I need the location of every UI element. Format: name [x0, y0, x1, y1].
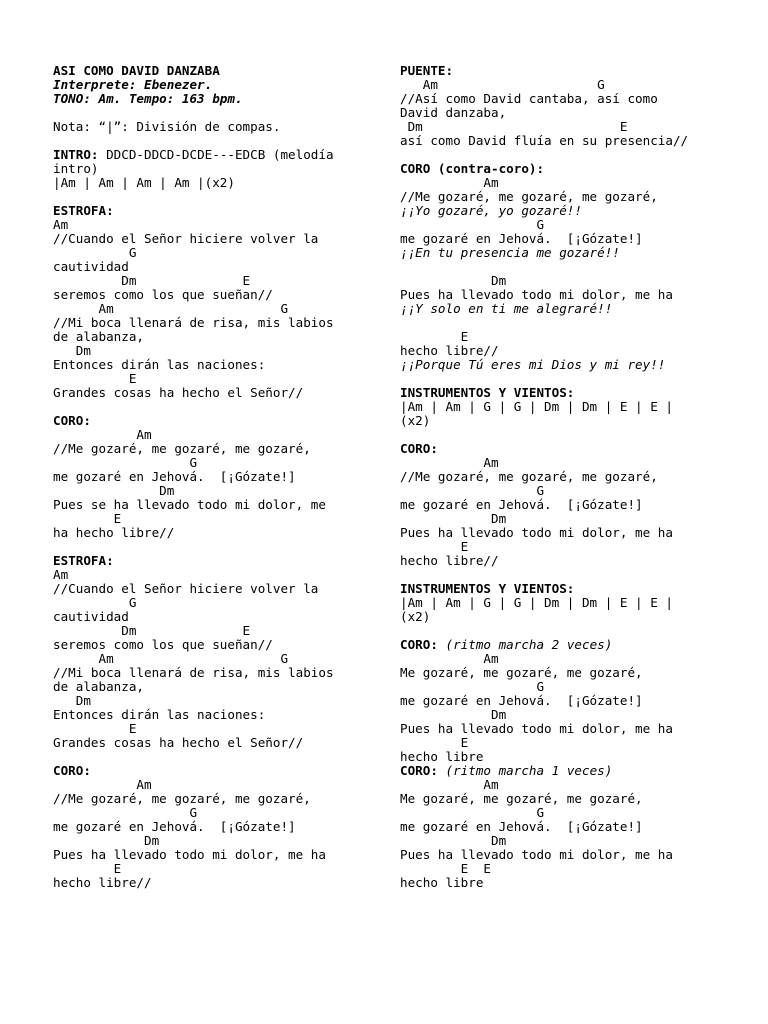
- chord-line: Dm: [53, 693, 91, 708]
- lyric-line: //Así como David cantaba, así como: [400, 91, 658, 106]
- section-heading: CORO:: [400, 441, 438, 456]
- lyric-line: cautividad: [53, 259, 129, 274]
- chord-line: Dm E: [400, 119, 628, 134]
- blank-line: [53, 106, 393, 120]
- lyric-line: hecho libre: [400, 875, 484, 890]
- chord-line: Dm: [400, 707, 507, 722]
- lyric-line: |Am | Am | G | G | Dm | Dm | E | E |: [400, 595, 673, 610]
- lyric-line: me gozaré en Jehová. [¡Gózate!]: [53, 819, 296, 834]
- chord-line: E: [53, 371, 137, 386]
- section-heading: CORO: (ritmo marcha 1 veces): [400, 763, 613, 778]
- lyric-line: Nota: “|”: División de compas.: [53, 119, 281, 134]
- chord-line: Am: [53, 217, 69, 232]
- blank-line: [400, 624, 730, 638]
- lyric-line: Pues ha llevado todo mi dolor, me ha: [400, 287, 673, 302]
- chord-line: G: [400, 217, 545, 232]
- chord-line: G: [53, 595, 137, 610]
- lyric-line: //Mi boca llenará de risa, mis labios: [53, 315, 334, 330]
- lyric-line: //Mi boca llenará de risa, mis labios: [53, 665, 334, 680]
- chord-line: Am: [400, 175, 499, 190]
- chord-line: E E: [400, 861, 491, 876]
- lyric-line: Grandes cosas ha hecho el Señor//: [53, 385, 304, 400]
- song-info: TONO: Am. Tempo: 163 bpm.: [53, 91, 243, 106]
- lyric-line: Pues se ha llevado todo mi dolor, me: [53, 497, 326, 512]
- counter-chorus-line: ¡¡Porque Tú eres mi Dios y mi rey!!: [400, 357, 666, 372]
- lyric-line: Pues ha llevado todo mi dolor, me ha: [53, 847, 326, 862]
- chord-line: Dm E: [53, 623, 251, 638]
- lyric-line: //Me gozaré, me gozaré, me gozaré,: [400, 469, 658, 484]
- lyric-line: Pues ha llevado todo mi dolor, me ha: [400, 721, 673, 736]
- counter-chorus-line: ¡¡Y solo en ti me alegraré!!: [400, 301, 613, 316]
- lyric-line: //Cuando el Señor hiciere volver la: [53, 231, 319, 246]
- chord-line: Dm: [53, 343, 91, 358]
- chord-line: Am: [400, 651, 499, 666]
- blank-line: [53, 750, 393, 764]
- lyric-line: //Cuando el Señor hiciere volver la: [53, 581, 319, 596]
- lyric-line: me gozaré en Jehová. [¡Gózate!]: [400, 231, 643, 246]
- lyric-line: //Me gozaré, me gozaré, me gozaré,: [53, 791, 311, 806]
- chord-line: Dm: [400, 511, 507, 526]
- chord-line: G: [53, 455, 198, 470]
- chord-line: E: [400, 539, 469, 554]
- lyric-line: de alabanza,: [53, 679, 144, 694]
- section-heading: INTRO: DDCD-DDCD-DCDE---EDCB (melodía: [53, 147, 334, 162]
- chord-line: Dm: [53, 833, 160, 848]
- chord-line: Am: [53, 777, 152, 792]
- chord-line: Dm: [400, 833, 507, 848]
- lyric-line: seremos como los que sueñan//: [53, 287, 273, 302]
- blank-line: [53, 190, 393, 204]
- chord-line: Am G: [400, 77, 605, 92]
- chord-line: G: [400, 679, 545, 694]
- chord-line: E: [400, 735, 469, 750]
- lyric-line: Grandes cosas ha hecho el Señor//: [53, 735, 304, 750]
- lyric-line: Me gozaré, me gozaré, me gozaré,: [400, 791, 643, 806]
- lyric-line: David danzaba,: [400, 105, 507, 120]
- section-heading: ASI COMO DAVID DANZABA: [53, 63, 220, 78]
- section-heading: PUENTE:: [400, 63, 454, 78]
- lyric-line: Me gozaré, me gozaré, me gozaré,: [400, 665, 643, 680]
- lyric-line: así como David fluía en su presencia//: [400, 133, 689, 148]
- section-heading: ESTROFA:: [53, 553, 114, 568]
- blank-line: [400, 148, 730, 162]
- lyric-line: hecho libre//: [53, 875, 152, 890]
- lyric-line: |Am | Am | G | G | Dm | Dm | E | E |: [400, 399, 673, 414]
- section-heading: ESTROFA:: [53, 203, 114, 218]
- chord-line: Am G: [53, 651, 289, 666]
- section-heading: INSTRUMENTOS Y VIENTOS:: [400, 385, 575, 400]
- lyric-line: hecho libre//: [400, 553, 499, 568]
- chord-line: Am G: [53, 301, 289, 316]
- counter-chorus-line: ¡¡En tu presencia me gozaré!!: [400, 245, 620, 260]
- blank-line: [53, 540, 393, 554]
- lyric-line: hecho libre: [400, 749, 484, 764]
- section-heading: CORO: (ritmo marcha 2 veces): [400, 637, 613, 652]
- lyric-line: de alabanza,: [53, 329, 144, 344]
- song-info: Interprete: Ebenezer.: [53, 77, 213, 92]
- blank-line: [400, 316, 730, 330]
- lyric-line: cautividad: [53, 609, 129, 624]
- right-column: [400, 64, 730, 890]
- lyric-line: //Me gozaré, me gozaré, me gozaré,: [53, 441, 311, 456]
- lyric-line: hecho libre//: [400, 343, 499, 358]
- chord-line: Dm: [400, 273, 507, 288]
- lyric-line: me gozaré en Jehová. [¡Gózate!]: [400, 693, 643, 708]
- left-column: [53, 64, 393, 890]
- lyric-line: me gozaré en Jehová. [¡Gózate!]: [400, 819, 643, 834]
- lyric-line: Pues ha llevado todo mi dolor, me ha: [400, 847, 673, 862]
- chord-line: Dm E: [53, 273, 251, 288]
- section-heading: CORO:: [53, 413, 91, 428]
- chord-line: Dm: [53, 483, 175, 498]
- lyric-line: //Me gozaré, me gozaré, me gozaré,: [400, 189, 658, 204]
- lyric-line: me gozaré en Jehová. [¡Gózate!]: [400, 497, 643, 512]
- lyric-line: (x2): [400, 609, 431, 624]
- lyric-line: Entonces dirán las naciones:: [53, 357, 266, 372]
- lyric-line: Pues ha llevado todo mi dolor, me ha: [400, 525, 673, 540]
- chord-line: Am: [53, 427, 152, 442]
- chord-line: G: [53, 805, 198, 820]
- section-heading: INSTRUMENTOS Y VIENTOS:: [400, 581, 575, 596]
- chord-line: Am: [400, 455, 499, 470]
- section-heading: CORO (contra-coro):: [400, 161, 545, 176]
- lyric-line: intro): [53, 161, 99, 176]
- section-heading: CORO:: [53, 763, 91, 778]
- chord-line: G: [53, 245, 137, 260]
- lyric-line: Entonces dirán las naciones:: [53, 707, 266, 722]
- blank-line: [400, 260, 730, 274]
- chord-line: E: [53, 861, 122, 876]
- lyric-line: ha hecho libre//: [53, 525, 175, 540]
- blank-line: [53, 134, 393, 148]
- lyric-line: (x2): [400, 413, 431, 428]
- chord-line: G: [400, 805, 545, 820]
- lyric-line: me gozaré en Jehová. [¡Gózate!]: [53, 469, 296, 484]
- chord-line: G: [400, 483, 545, 498]
- chord-line: E: [53, 721, 137, 736]
- chord-line: Am: [53, 567, 69, 582]
- chord-line: E: [400, 329, 469, 344]
- blank-line: [53, 400, 393, 414]
- blank-line: [400, 372, 730, 386]
- lyric-line: |Am | Am | Am | Am |(x2): [53, 175, 235, 190]
- counter-chorus-line: ¡¡Yo gozaré, yo gozaré!!: [400, 203, 582, 218]
- chord-line: E: [53, 511, 122, 526]
- blank-line: [400, 428, 730, 442]
- chord-line: Am: [400, 777, 499, 792]
- lyric-line: seremos como los que sueñan//: [53, 637, 273, 652]
- blank-line: [400, 568, 730, 582]
